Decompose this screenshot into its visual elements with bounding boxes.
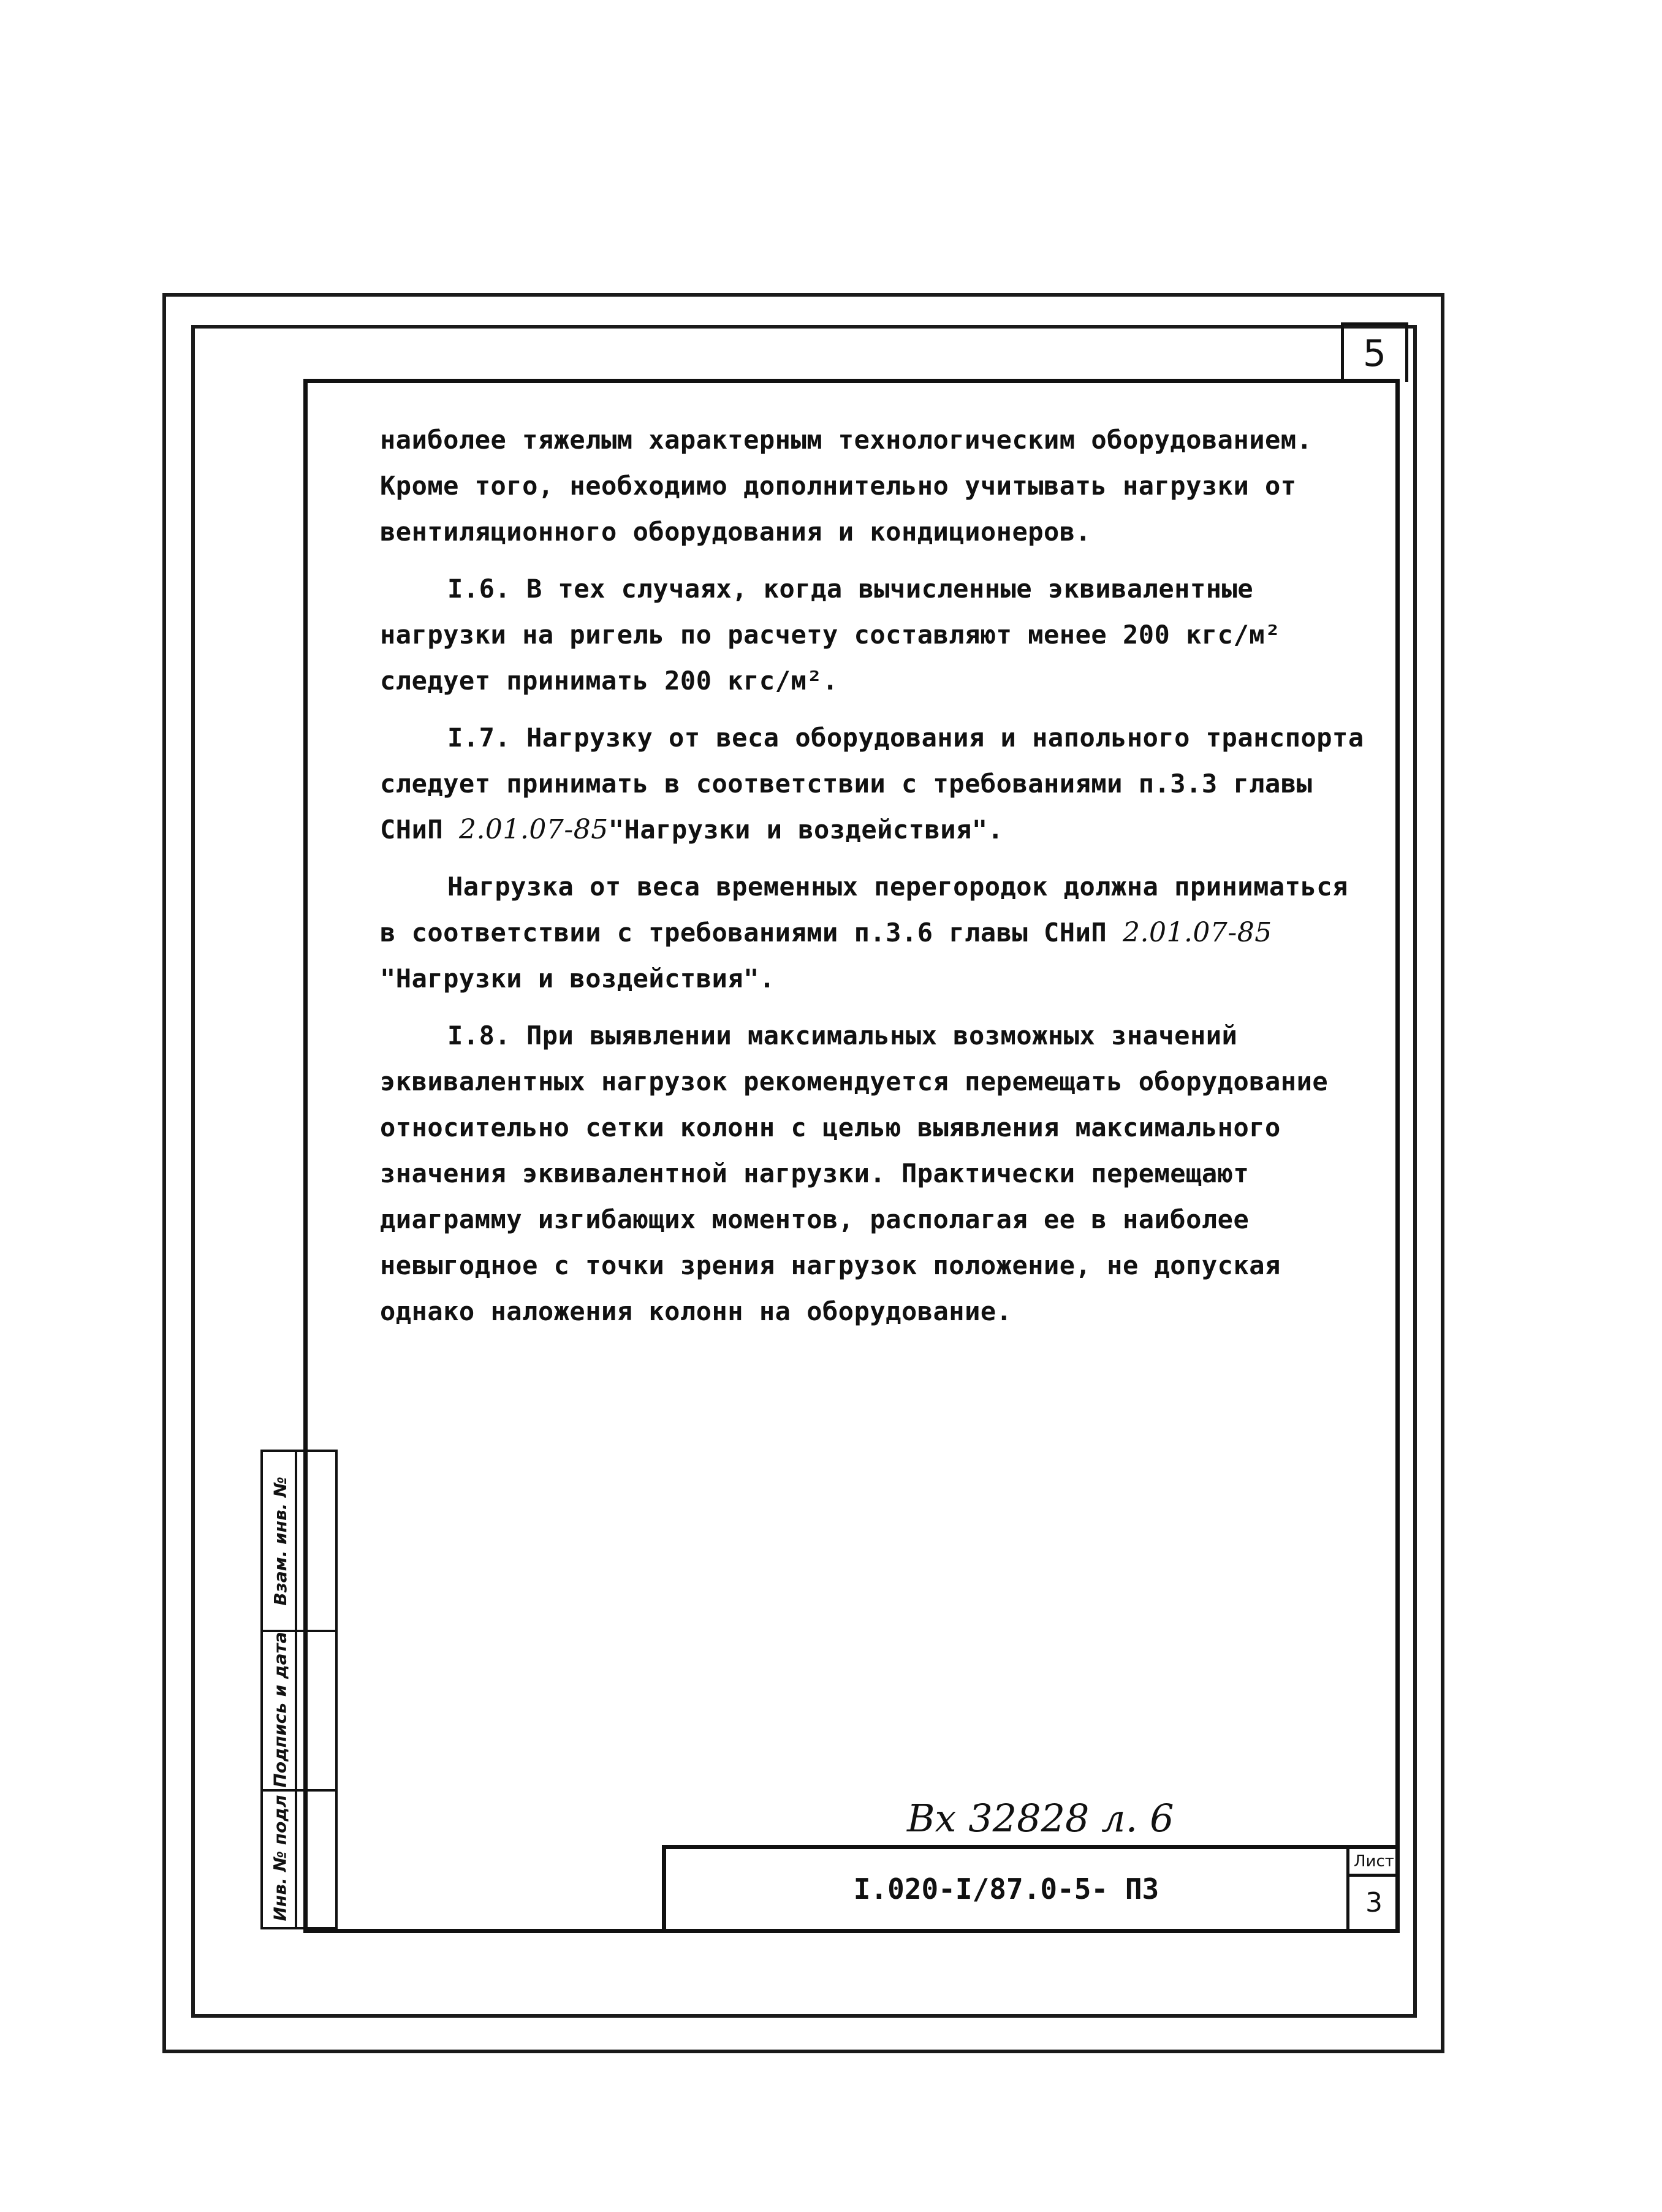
handwritten-incoming-ref: Вх 32828 л. 6 xyxy=(907,1796,1174,1841)
clause-number: I.7. xyxy=(447,723,511,753)
approval-stamp-column xyxy=(260,1450,338,1929)
paragraph-1-7: I.7. Нагрузку от веса оборудования и напольного транспорта следует принимать в соответствии с требованиями п.3.3 главы СНиП 2.01.07-85"Нагрузки и воздействия". xyxy=(380,723,1364,845)
paragraph-1: наиболее тяжелым характерным технологическим оборудованием. Кроме того, необходимо дополнительно учитывать нагрузки от вентиляционного оборудования и кондиционеров. xyxy=(380,425,1313,547)
clause-number: I.6. xyxy=(447,574,511,604)
stamp-signature-date: Подпись и дата xyxy=(270,1631,290,1788)
sheet-cell xyxy=(1346,1849,1398,1929)
handwritten-snip-ref: 2.01.07-85 xyxy=(458,814,609,845)
handwritten-snip-ref: 2.01.07-85 xyxy=(1122,917,1272,948)
document-body xyxy=(380,417,1379,1334)
stamp-vzam-inv: Взам. инв. № xyxy=(270,1476,290,1606)
page-number: 5 xyxy=(1341,322,1408,382)
clause-number: I.8. xyxy=(447,1020,511,1051)
paragraph-1-8: I.8. При выявлении максимальных возможных значений эквивалентных нагрузок рекомендуется перемещать оборудование относительно сетки колонн с целью выявления максимального значения эквивалентной нагрузки. Практически перемещают диаграмму изгибающих моментов, располагая ее в наиболее невыгодное с точки зрения нагрузок положение, не допуская однако наложения колонн на оборудование. xyxy=(380,1020,1329,1326)
sheet-label: Лист xyxy=(1349,1849,1398,1877)
sheet-number: 3 xyxy=(1365,1887,1383,1918)
paragraph-1-6: I.6. В тех случаях, когда вычисленные эквивалентные нагрузки на ригель по расчету составляют менее 200 кгс/м² следует принимать 200 кгс/м². xyxy=(380,574,1281,696)
document-code: I.020-I/87.0-5- ПЗ xyxy=(853,1872,1159,1906)
paragraph-partitions: Нагрузка от веса временных перегородок должна приниматься в соответствии с требованиями п.3.6 главы СНиП 2.01.07-85 "Нагрузки и воздействия". xyxy=(380,872,1348,994)
stamp-inv-original: Инв. № подл xyxy=(270,1795,290,1921)
title-block xyxy=(662,1845,1395,1929)
